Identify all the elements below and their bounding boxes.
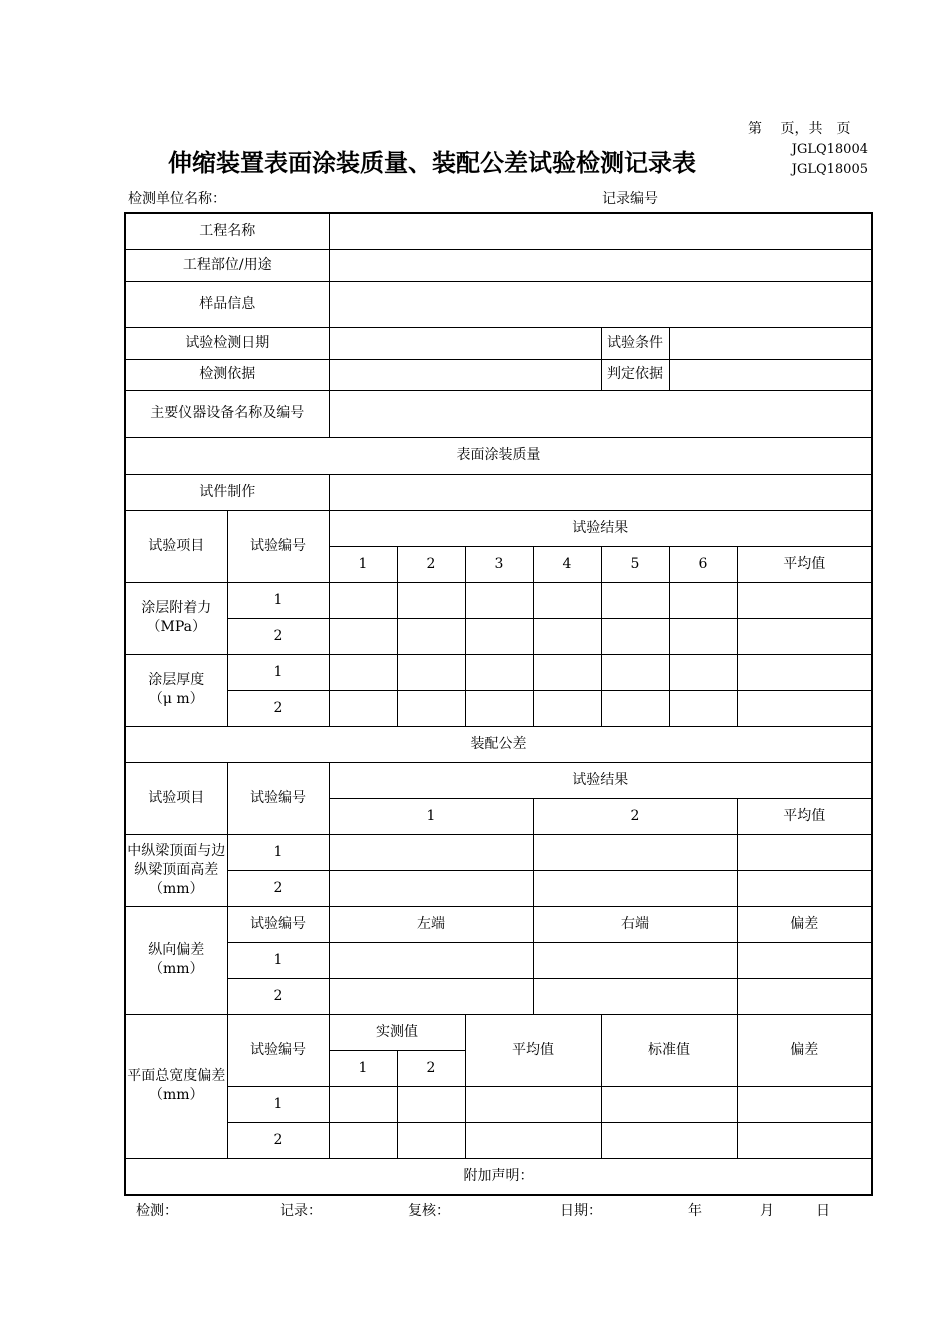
data-cell[interactable] — [601, 1122, 737, 1158]
assembly-section-title: 装配公差 — [125, 726, 872, 762]
footer-recorder: 记录： — [280, 1203, 322, 1219]
data-cell[interactable] — [329, 618, 397, 654]
data-cell[interactable] — [329, 834, 533, 870]
footer-year: 年 — [688, 1203, 702, 1219]
adhesion-row-number: 2 — [227, 618, 329, 654]
data-cell[interactable] — [533, 834, 737, 870]
data-cell[interactable] — [329, 978, 533, 1014]
data-cell[interactable] — [465, 618, 533, 654]
data-cell[interactable] — [533, 582, 601, 618]
sample-info-value[interactable] — [329, 281, 872, 327]
data-cell[interactable] — [601, 690, 669, 726]
main-equipment-label: 主要仪器设备名称及编号 — [125, 390, 329, 437]
data-cell[interactable] — [669, 690, 737, 726]
data-cell[interactable] — [329, 690, 397, 726]
data-cell[interactable] — [465, 654, 533, 690]
coating-col-1: 1 — [329, 546, 397, 582]
longitudinal-row-number: 1 — [227, 942, 329, 978]
adhesion-row-number: 1 — [227, 582, 329, 618]
coating-item-header: 试验项目 — [125, 510, 227, 582]
data-cell[interactable] — [533, 978, 737, 1014]
longitudinal-unit: （mm） — [148, 961, 204, 977]
data-cell[interactable] — [329, 870, 533, 906]
adhesion-name: 涂层附着力 — [141, 600, 212, 616]
longitudinal-number-header: 试验编号 — [227, 906, 329, 942]
data-cell[interactable] — [737, 654, 872, 690]
judge-basis-value[interactable] — [669, 359, 872, 390]
thickness-unit: （μ m） — [148, 691, 204, 707]
data-cell[interactable] — [737, 1122, 872, 1158]
longitudinal-label — [125, 906, 227, 1014]
width-row-number: 2 — [227, 1122, 329, 1158]
data-cell[interactable] — [397, 654, 465, 690]
assembly-number-header: 试验编号 — [227, 762, 329, 834]
test-basis-value[interactable] — [329, 359, 601, 390]
measured-col-1: 1 — [329, 1050, 397, 1086]
footer-month: 月 — [760, 1203, 774, 1219]
longitudinal-name: 纵向偏差 — [148, 942, 205, 958]
form-code-1: JGLQ18004 — [791, 142, 868, 157]
test-date-value[interactable] — [329, 327, 601, 359]
height-diff-label: 中纵梁顶面与边纵梁顶面高差（mm） — [125, 834, 227, 906]
project-part-value[interactable] — [329, 249, 872, 281]
adhesion-label — [125, 582, 227, 654]
thickness-label — [125, 654, 227, 726]
data-cell[interactable] — [329, 654, 397, 690]
page-info: 第 页，共 页 — [748, 121, 851, 137]
data-cell[interactable] — [533, 618, 601, 654]
sample-info-label: 样品信息 — [125, 281, 329, 327]
project-name-label: 工程名称 — [125, 213, 329, 249]
assembly-col-1: 1 — [329, 798, 533, 834]
data-cell[interactable] — [601, 618, 669, 654]
measured-header: 实测值 — [329, 1014, 465, 1050]
measured-col-2: 2 — [397, 1050, 465, 1086]
data-cell[interactable] — [465, 690, 533, 726]
data-cell[interactable] — [737, 690, 872, 726]
coating-col-2: 2 — [397, 546, 465, 582]
data-cell[interactable] — [397, 618, 465, 654]
coating-col-6: 6 — [669, 546, 737, 582]
specimen-prep-value[interactable] — [329, 474, 872, 510]
assembly-result-header: 试验结果 — [329, 762, 872, 798]
data-cell[interactable] — [533, 870, 737, 906]
test-date-label: 试验检测日期 — [125, 327, 329, 359]
data-cell[interactable] — [669, 654, 737, 690]
data-cell[interactable] — [533, 690, 601, 726]
testing-unit-label: 检测单位名称： — [128, 191, 226, 207]
longitudinal-deviation-header: 偏差 — [737, 906, 872, 942]
data-cell[interactable] — [601, 654, 669, 690]
width-dev-label: 平面总宽度偏差（mm） — [125, 1014, 227, 1158]
data-cell[interactable] — [397, 690, 465, 726]
form-code-2: JGLQ18005 — [791, 162, 868, 177]
test-condition-value[interactable] — [669, 327, 872, 359]
footer-day: 日 — [816, 1203, 830, 1219]
footer-reviewer: 复核： — [408, 1203, 450, 1219]
height-diff-row-number: 1 — [227, 834, 329, 870]
width-row-number: 1 — [227, 1086, 329, 1122]
data-cell[interactable] — [397, 1086, 465, 1122]
data-cell[interactable] — [329, 1086, 397, 1122]
data-cell[interactable] — [737, 618, 872, 654]
record-number-label: 记录编号 — [602, 191, 658, 207]
data-cell[interactable] — [601, 1086, 737, 1122]
data-cell[interactable] — [737, 942, 872, 978]
longitudinal-row-number: 2 — [227, 978, 329, 1014]
coating-col-3: 3 — [465, 546, 533, 582]
thickness-row-number: 2 — [227, 690, 329, 726]
test-basis-label: 检测依据 — [125, 359, 329, 390]
data-cell[interactable] — [465, 1122, 601, 1158]
right-end-header: 右端 — [533, 906, 737, 942]
assembly-item-header: 试验项目 — [125, 762, 227, 834]
coating-col-4: 4 — [533, 546, 601, 582]
left-end-header: 左端 — [329, 906, 533, 942]
data-cell[interactable] — [465, 1086, 601, 1122]
width-deviation-header: 偏差 — [737, 1014, 872, 1086]
record-form-table — [124, 212, 873, 1196]
specimen-prep-label: 试件制作 — [125, 474, 329, 510]
data-cell[interactable] — [329, 942, 533, 978]
judge-basis-label: 判定依据 — [601, 359, 669, 390]
assembly-col-2: 2 — [533, 798, 737, 834]
data-cell[interactable] — [397, 1122, 465, 1158]
data-cell[interactable] — [601, 582, 669, 618]
width-number-header: 试验编号 — [227, 1014, 329, 1086]
data-cell[interactable] — [329, 1122, 397, 1158]
data-cell[interactable] — [669, 582, 737, 618]
coating-col-5: 5 — [601, 546, 669, 582]
data-cell[interactable] — [669, 618, 737, 654]
project-part-label: 工程部位/用途 — [125, 249, 329, 281]
project-name-value[interactable] — [329, 213, 872, 249]
main-equipment-value[interactable] — [329, 390, 872, 437]
data-cell[interactable] — [465, 582, 533, 618]
coating-section-title: 表面涂装质量 — [125, 437, 872, 474]
coating-average-header: 平均值 — [737, 546, 872, 582]
thickness-row-number: 1 — [227, 654, 329, 690]
data-cell[interactable] — [737, 1086, 872, 1122]
data-cell[interactable] — [737, 582, 872, 618]
thickness-name: 涂层厚度 — [148, 672, 205, 688]
data-cell[interactable] — [329, 582, 397, 618]
data-cell[interactable] — [533, 654, 601, 690]
data-cell[interactable] — [737, 834, 872, 870]
assembly-average-header: 平均值 — [737, 798, 872, 834]
test-condition-label: 试验条件 — [601, 327, 669, 359]
data-cell[interactable] — [397, 582, 465, 618]
width-average-header: 平均值 — [465, 1014, 601, 1086]
coating-result-header: 试验结果 — [329, 510, 872, 546]
footer-tester: 检测： — [136, 1203, 178, 1219]
adhesion-unit: （MPa） — [146, 619, 206, 635]
height-diff-row-number: 2 — [227, 870, 329, 906]
remarks-label[interactable]: 附加声明： — [125, 1158, 872, 1195]
footer-date: 日期： — [560, 1203, 602, 1219]
page-title: 伸缩装置表面涂装质量、装配公差试验检测记录表 — [168, 149, 696, 177]
coating-number-header: 试验编号 — [227, 510, 329, 582]
data-cell[interactable] — [533, 942, 737, 978]
standard-header: 标准值 — [601, 1014, 737, 1086]
data-cell[interactable] — [737, 978, 872, 1014]
data-cell[interactable] — [737, 870, 872, 906]
